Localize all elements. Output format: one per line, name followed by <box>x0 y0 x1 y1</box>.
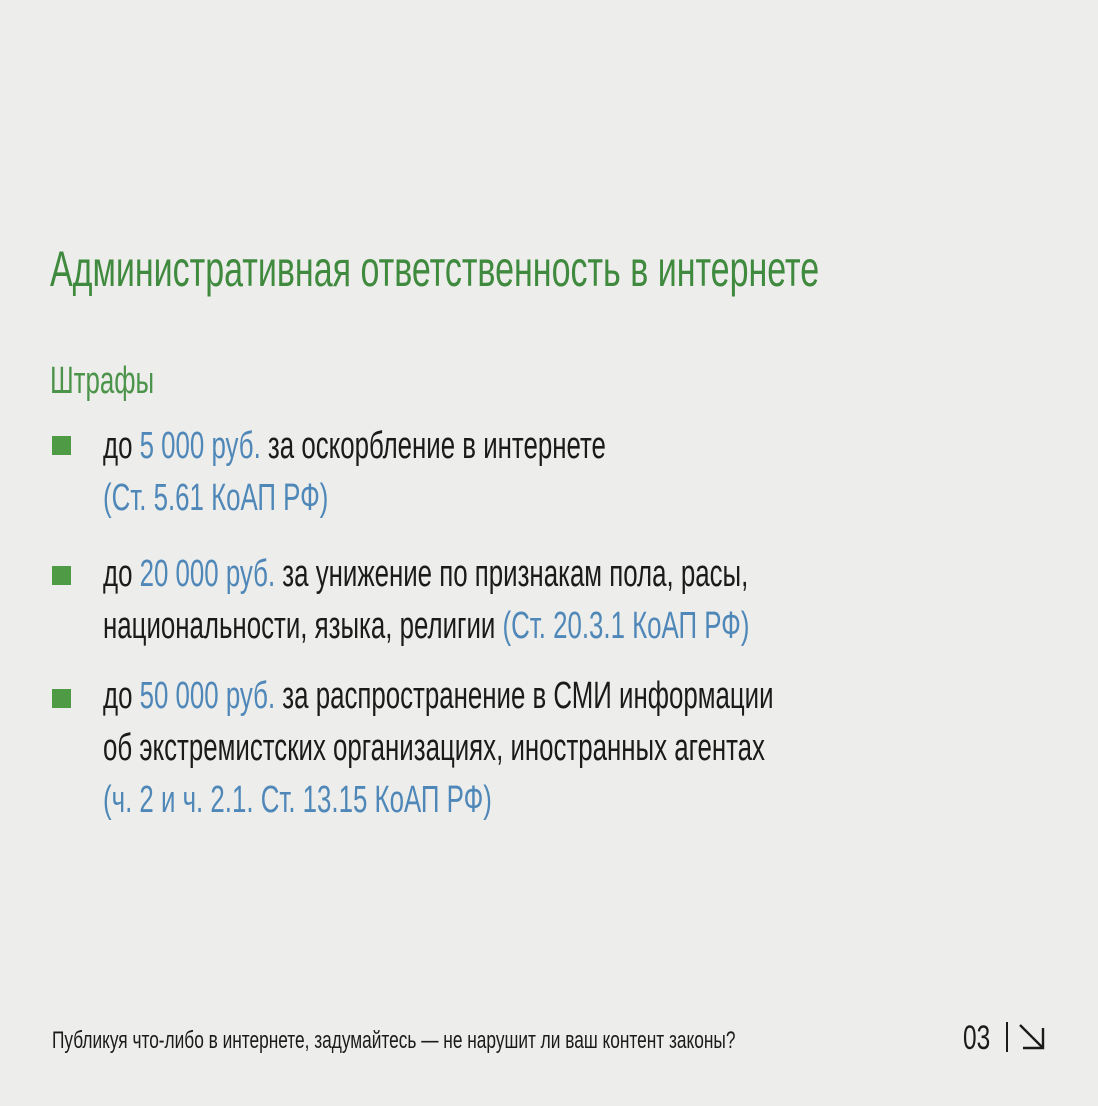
fine-item-3-description-line2: об экстремистских организациях, иностранных агентах <box>103 727 765 769</box>
fine-item-2-article: (Ст. 20.3.1 КоАП РФ) <box>502 605 750 647</box>
section-subtitle: Штрафы <box>50 360 155 402</box>
fine-item-2-description-line1: за унижение по признакам пола, расы, <box>275 553 749 595</box>
fine-item-3-text <box>103 670 774 826</box>
fine-item-3-article: (ч. 2 и ч. 2.1. Ст. 13.15 КоАП РФ) <box>103 779 492 821</box>
square-bullet-icon <box>52 566 71 585</box>
fine-item-2-description-line2: национальности, языка, религии <box>103 605 503 647</box>
fine-item-3-amount: 50 000 руб. <box>139 675 276 717</box>
fine-item-2-amount: 20 000 руб. <box>139 553 276 595</box>
fine-item-1-prefix: до <box>103 425 140 467</box>
fine-item-2-prefix: до <box>103 553 140 595</box>
page-title: Административная ответственность в интернете <box>50 241 820 297</box>
square-bullet-icon <box>52 689 71 708</box>
footer-divider <box>1006 1022 1008 1052</box>
fine-item-1-article: (Ст. 5.61 КоАП РФ) <box>103 477 329 519</box>
fine-item-2-text <box>103 548 749 652</box>
footer-caption: Публикуя что-либо в интернете, задумайтесь — не нарушит ли ваш контент законы? <box>52 1027 736 1054</box>
fine-item-3-description-line1: за распространение в СМИ информации <box>275 675 774 717</box>
page-number: 03 <box>963 1019 991 1057</box>
fine-item-3-prefix: до <box>103 675 140 717</box>
fine-item-1-description: за оскорбление в интернете <box>260 425 606 467</box>
square-bullet-icon <box>52 436 71 455</box>
arrow-down-right-icon[interactable] <box>1017 1022 1047 1052</box>
fine-item-1-amount: 5 000 руб. <box>139 425 261 467</box>
fine-item-1-text <box>103 420 606 524</box>
